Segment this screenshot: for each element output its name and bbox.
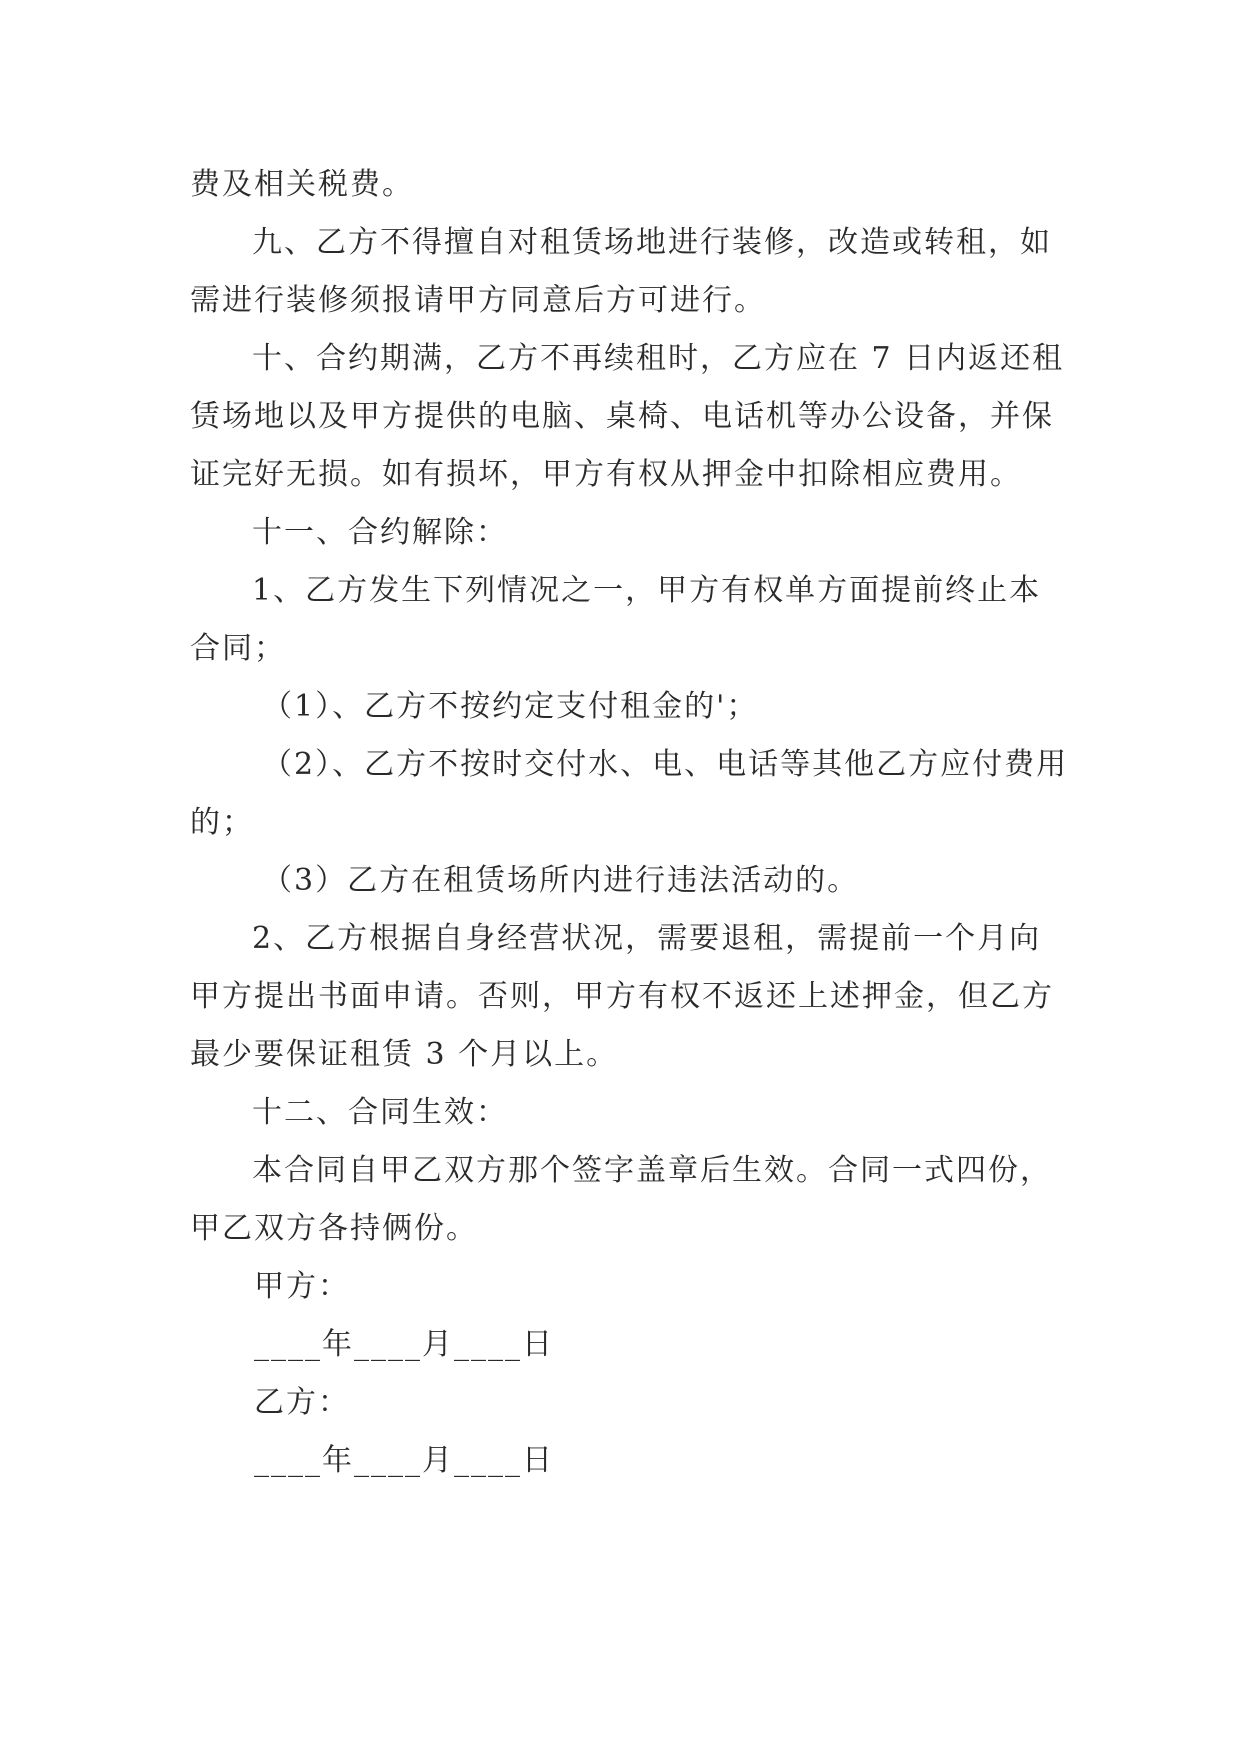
party-a-date: ____年____月____日 xyxy=(254,1327,554,1362)
paragraph-clause-11-1: 1、乙方发生下列情况之一，甲方有权单方面提前终止本合同； xyxy=(190,573,1042,666)
heading-clause-12: 十二、合同生效： xyxy=(252,1095,508,1130)
paragraph-clause-10: 十、合约期满，乙方不再续租时，乙方应在 7 日内返还租赁场地以及甲方提供的电脑、桌椅、电话机等办公设备，并保证完好无损。如有损坏，甲方有权从押金中扣除相应费用。 xyxy=(190,341,1065,492)
heading-clause-11: 十一、合约解除： xyxy=(252,515,508,550)
paragraph-clause-12: 本合同自甲乙双方那个签字盖章后生效。合同一式四份，甲乙双方各持俩份。 xyxy=(190,1153,1052,1246)
party-a-label: 甲方： xyxy=(254,1269,350,1304)
paragraph-fee-continuation: 费及相关税费。 xyxy=(190,167,414,202)
document-body xyxy=(190,156,1070,1490)
paragraph-clause-9: 九、乙方不得擅自对租赁场地进行装修，改造或转租，如需进行装修须报请甲方同意后方可进行。 xyxy=(190,225,1052,318)
party-b-label: 乙方： xyxy=(254,1385,350,1420)
paragraph-clause-11-2: 2、乙方根据自身经营状况，需要退租，需提前一个月向甲方提出书面申请。否则，甲方有权不返还上述押金，但乙方最少要保证租赁 3 个月以上。 xyxy=(190,921,1054,1072)
party-b-date: ____年____月____日 xyxy=(254,1443,554,1478)
paragraph-clause-11-1-a: （1）、乙方不按约定支付租金的'； xyxy=(262,689,759,724)
paragraph-clause-11-1-c: （3）乙方在租赁场所内进行违法活动的。 xyxy=(262,863,860,898)
paragraph-clause-11-1-b: （2）、乙方不按时交付水、电、电话等其他乙方应付费用的； xyxy=(190,747,1069,840)
